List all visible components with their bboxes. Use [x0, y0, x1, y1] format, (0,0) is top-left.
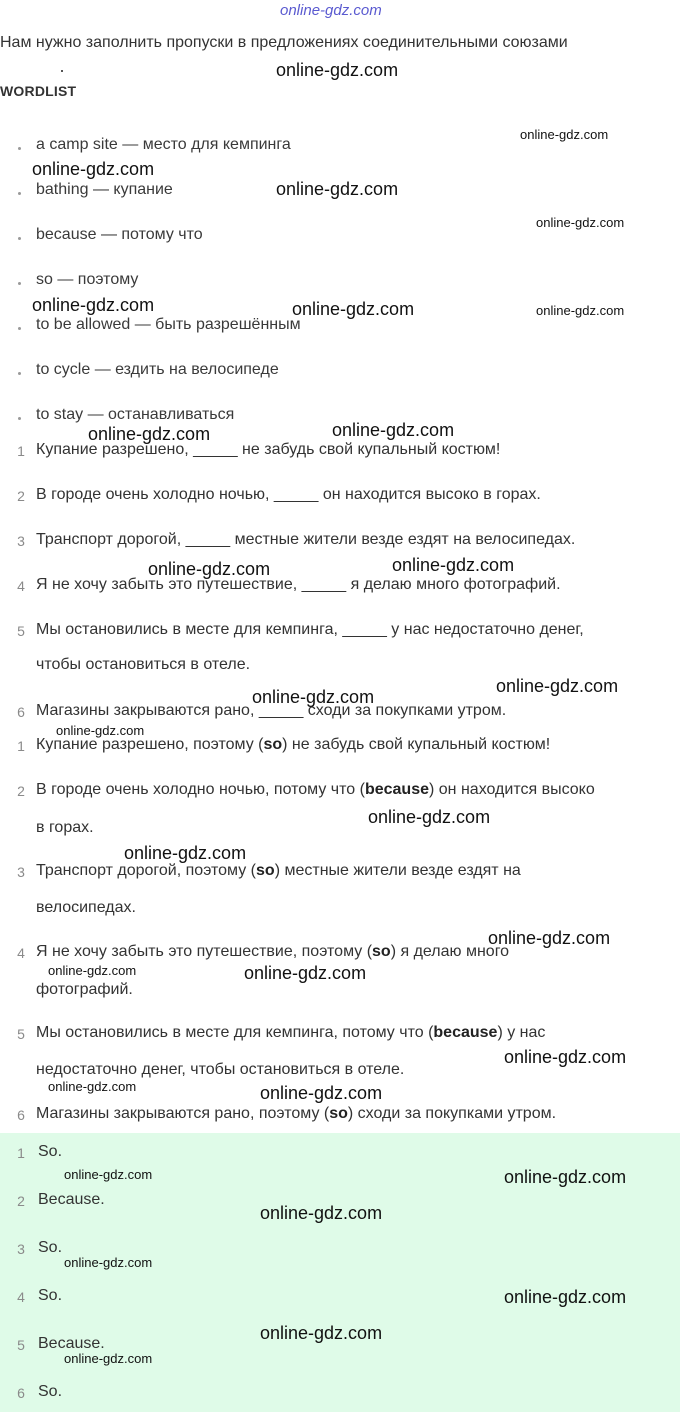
- sentence-text: Магазины закрываются рано, поэтому (: [36, 1105, 330, 1122]
- watermark-text: online-gdz.com: [252, 687, 375, 707]
- translation-sentence: [36, 1024, 545, 1042]
- watermark-text: online-gdz.com: [260, 1323, 383, 1343]
- answer-number: 2: [17, 1193, 25, 1209]
- item-number: 3: [17, 533, 25, 549]
- wordlist-item: because — потому что: [36, 226, 203, 243]
- translation-sentence: [36, 943, 509, 961]
- watermark-text: online-gdz.com: [292, 299, 415, 319]
- watermark-text: online-gdz.com: [56, 723, 145, 738]
- translation-sentence: [36, 1061, 404, 1079]
- wordlist-item: so — поэтому: [36, 271, 139, 288]
- exercise-sentence: Магазины закрываются рано, _____ сходи за покупками утром.: [36, 702, 507, 719]
- answer-number: 4: [17, 1289, 25, 1305]
- watermark-text: online-gdz.com: [504, 1167, 627, 1187]
- bullet-dot: [18, 237, 21, 240]
- answer-text: So.: [38, 1143, 63, 1160]
- answer-text: Because.: [38, 1335, 105, 1352]
- sentence-text: фотографий.: [36, 981, 133, 998]
- bullet-dot: [18, 192, 21, 195]
- item-number: 5: [17, 1026, 25, 1042]
- item-number: 5: [17, 623, 25, 639]
- translation-sentence: [36, 981, 133, 999]
- answer-number: 3: [17, 1241, 25, 1257]
- exercise-sentence: Мы остановились в месте для кемпинга, _____ у нас недостаточно денег,: [36, 621, 584, 638]
- sentence-text: Транспорт дорогой, поэтому (: [36, 862, 257, 879]
- exercise-sentence: Транспорт дорогой, _____ местные жители везде ездят на велосипедах.: [36, 531, 576, 548]
- watermark-text: online-gdz.com: [64, 1167, 153, 1182]
- watermark-text: online-gdz.com: [260, 1203, 383, 1223]
- conjunction: so: [256, 862, 275, 879]
- wordlist-item: to stay — останавливаться: [36, 406, 235, 423]
- sentence-text: в горах.: [36, 819, 94, 836]
- bullet-dot: [18, 147, 21, 150]
- watermark-text: online-gdz.com: [368, 807, 491, 827]
- item-number: 1: [17, 443, 25, 459]
- wordlist-item: to cycle — ездить на велосипеде: [36, 361, 279, 378]
- item-number: 6: [17, 704, 25, 720]
- wordlist-heading: WORDLIST: [0, 83, 77, 99]
- watermark-text: online-gdz.com: [520, 127, 609, 142]
- watermark-text: online-gdz.com: [332, 420, 455, 440]
- watermark-text: online-gdz.com: [276, 179, 399, 199]
- watermark-text: online-gdz.com: [504, 1287, 627, 1307]
- answer-number: 6: [17, 1385, 25, 1401]
- wordlist-item: to be allowed — быть разрешённым: [36, 316, 301, 333]
- wordlist-item: bathing — купание: [36, 181, 173, 198]
- watermark-text: online-gdz.com: [488, 928, 611, 948]
- item-number: 3: [17, 864, 25, 880]
- sentence-text: В городе очень холодно ночью, потому что (: [36, 781, 365, 798]
- sentence-text: недостаточно денег, чтобы остановиться в отеле.: [36, 1061, 405, 1078]
- watermark-text: online-gdz.com: [496, 676, 619, 696]
- conjunction: because: [364, 781, 429, 798]
- sentence-text: ) у нас: [497, 1024, 546, 1041]
- watermark-text: online-gdz.com: [32, 295, 155, 315]
- watermark-text: online-gdz.com: [64, 1255, 153, 1270]
- watermark-text: online-gdz.com: [276, 60, 399, 80]
- sentence-text: ) не забудь свой купальный костюм!: [282, 736, 551, 753]
- translation-sentence: [36, 736, 550, 754]
- watermark-text: online-gdz.com: [504, 1047, 627, 1067]
- translation-sentence: [36, 781, 595, 799]
- sentence-text: ) сходи за покупками утром.: [347, 1105, 557, 1122]
- watermark-text: online-gdz.com: [260, 1083, 383, 1103]
- watermark-text: online-gdz.com: [392, 555, 515, 575]
- exercise-sentence: Я не хочу забыть это путешествие, _____ я делаю много фотографий.: [36, 576, 561, 593]
- watermark-text: online-gdz.com: [64, 1351, 153, 1366]
- exercise-sentence: Купание разрешено, _____ не забудь свой купальный костюм!: [36, 441, 501, 458]
- sentence-text: Я не хочу забыть это путешествие, поэтому (: [36, 943, 373, 960]
- watermark-text: online-gdz.com: [48, 1079, 137, 1094]
- bullet-dot: [18, 327, 21, 330]
- exercise-sentence: чтобы остановиться в отеле.: [36, 656, 251, 673]
- watermark-text: online-gdz.com: [536, 303, 625, 318]
- sentence-text: Мы остановились в месте для кемпинга, потому что (: [36, 1024, 434, 1041]
- intro-text: Нам нужно заполнить пропуски в предложениях соединительными союзами: [0, 34, 568, 51]
- exercise-sentence: В городе очень холодно ночью, _____ он находится высоко в горах.: [36, 486, 541, 503]
- translation-sentence: [36, 899, 136, 917]
- conjunction: so: [329, 1105, 348, 1122]
- answer-text: So.: [38, 1383, 63, 1400]
- watermark-text: online-gdz.com: [244, 963, 367, 983]
- item-number: 2: [17, 488, 25, 504]
- item-number: 4: [17, 578, 25, 594]
- bullet-dot: [18, 372, 21, 375]
- sentence-text: ) он находится высоко: [429, 781, 595, 798]
- answer-number: 5: [17, 1337, 25, 1353]
- watermark-text: online-gdz.com: [88, 424, 211, 444]
- item-number: 2: [17, 783, 25, 799]
- wordlist-item: a camp site — место для кемпинга: [36, 136, 291, 153]
- stray-dot: [61, 70, 63, 72]
- site-title[interactable]: online-gdz.com: [280, 2, 382, 19]
- watermark-text: online-gdz.com: [32, 159, 155, 179]
- sentence-text: ) я делаю много: [390, 943, 510, 960]
- bullet-dot: [18, 417, 21, 420]
- translation-sentence: [36, 862, 521, 880]
- translation-sentence: [36, 819, 94, 837]
- answer-text: So.: [38, 1287, 63, 1304]
- conjunction: so: [372, 943, 391, 960]
- answer-text: Because.: [38, 1191, 105, 1208]
- sentence-text: ) местные жители везде ездят на: [274, 862, 521, 879]
- watermark-text: online-gdz.com: [124, 843, 247, 863]
- watermark-text: online-gdz.com: [148, 559, 271, 579]
- bullet-dot: [18, 282, 21, 285]
- item-number: 6: [17, 1107, 25, 1123]
- conjunction: so: [263, 736, 283, 753]
- item-number: 4: [17, 945, 25, 961]
- watermark-text: online-gdz.com: [536, 215, 625, 230]
- answer-text: So.: [38, 1239, 63, 1256]
- conjunction: because: [433, 1024, 498, 1041]
- answer-number: 1: [17, 1145, 25, 1161]
- translation-sentence: [36, 1105, 556, 1123]
- item-number: 1: [17, 738, 25, 754]
- sentence-text: Купание разрешено, поэтому (: [36, 736, 264, 753]
- sentence-text: велосипедах.: [36, 899, 136, 916]
- watermark-text: online-gdz.com: [48, 963, 137, 978]
